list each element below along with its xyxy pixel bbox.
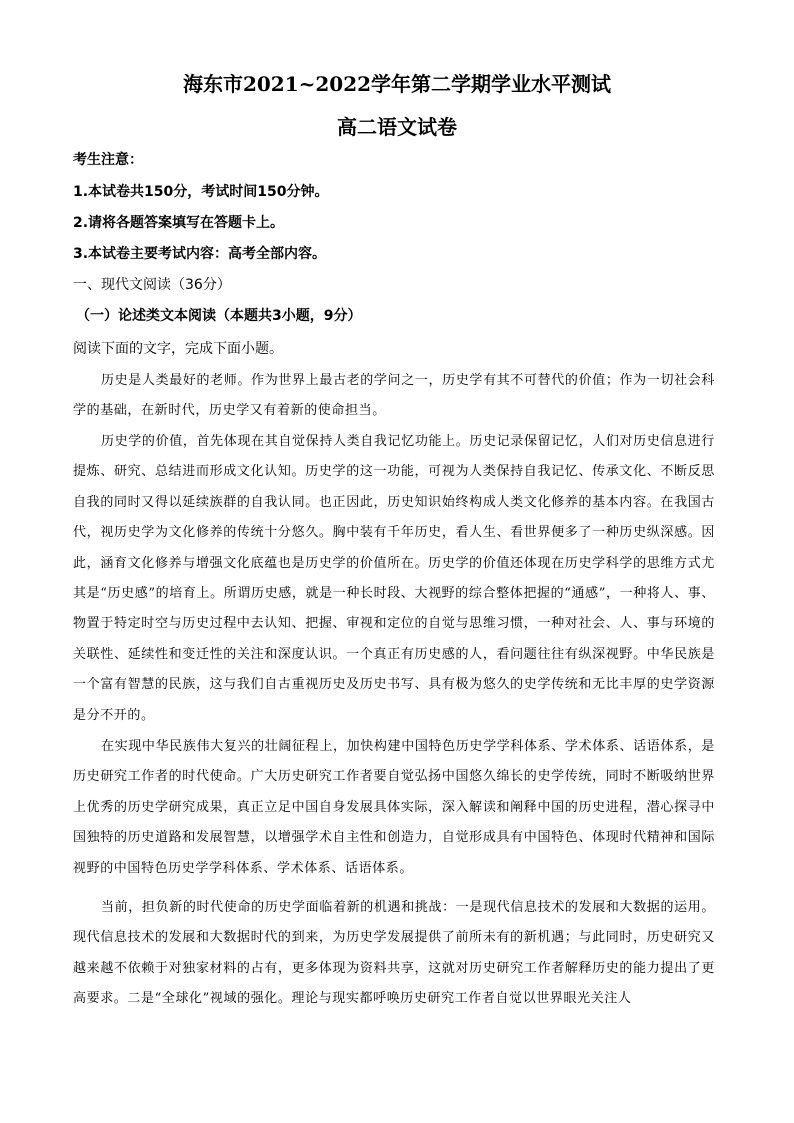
article-paragraph: 历史是人类最好的老师。作为世界上最古老的学问之一，历史学有其不可替代的价值；作为一切社会科学的基础，在新时代，历史学又有着新的使命担当。 <box>73 373 715 419</box>
subsection-heading: （一）论述类文本阅读（本题共3小题，9分） <box>76 308 362 324</box>
notice-item: 2.请将各题答案填写在答题卡上。 <box>73 215 285 231</box>
exam-subtitle: 高二语文试卷 <box>337 115 457 139</box>
section-heading: 一、现代文阅读（36分） <box>73 277 231 293</box>
article-paragraph: 在实现中华民族伟大复兴的壮阔征程上，加快构建中国特色历史学学科体系、学术体系、话语体系，是历史研究工作者的时代使命。广大历史研究工作者要自觉弘扬中国悠久绵长的史学传统，同时不断吸纳世界上优秀的历史学研究成果，真正立足中国自身发展具体实际，深入解读和阐释中国的历史进程，潜心探寻中国独特的历史道路和发展智慧，以增强学术自主性和创造力，自觉形成具有中国特色、体现时代精神和国际视野的中国特色历史学学科体系、学术体系、话语体系。 <box>73 739 715 876</box>
notice-heading: 考生注意： <box>73 152 143 168</box>
article-paragraph: 历史学的价值，首先体现在其自觉保持人类自我记忆功能上。历史记录保留记忆，人们对历史信息进行提炼、研究、总结进而形成文化认知。历史学的这一功能，可视为人类保持自我记忆、传承文化、不断反思自我的同时又得以延续族群的自我认同。也正因此，历史知识始终构成人类文化修养的基本内容。在我国古代，视历史学为文化修养的传统十分悠久。胸中装有千年历史，看人生、看世界便多了一种历史纵深感。因此，涵育文化修养与增强文化底蕴也是历史学的价值所在。历史学的价值还体现在历史学科学的思维方式尤其是“历史感”的培育上。所谓历史感，就是一种长时段、大视野的综合整体把握的“通感”，一种将人、事、物置于特定时空与历史过程中去认知、把握、审视和定位的自觉与思维习惯，一种对社会、人、事与环境的关联性、延续性和变迁性的关注和深度认识。一个真正有历史感的人，看问题往往有纵深视野。中华民族是一个富有智慧的民族，这与我们自古重视历史及历史书写、具有极为悠久的史学传统和无比丰厚的史学资源是分不开的。 <box>73 434 715 723</box>
reading-instruction: 阅读下面的文字，完成下面小题。 <box>73 341 283 357</box>
article-paragraph: 当前，担负新的时代使命的历史学面临着新的机遇和挑战：一是现代信息技术的发展和大数据的运用。现代信息技术的发展和大数据时代的到来，为历史学发展提供了前所未有的新机遇；与此同时，历史研究又越来越不依赖于对独家材料的占有，更多体现为资料共享，这就对历史研究工作者解释历史的能力提出了更高要求。二是“全球化”视域的强化。理论与现实都呼唤历史研究工作者自觉以世界眼光关注人 <box>73 900 715 1007</box>
notice-item: 3.本试卷主要考试内容：高考全部内容。 <box>73 246 327 262</box>
exam-title: 海东市2021~2022学年第二学期学业水平测试 <box>182 72 612 96</box>
notice-item: 1.本试卷共150分，考试时间150分钟。 <box>73 184 329 200</box>
